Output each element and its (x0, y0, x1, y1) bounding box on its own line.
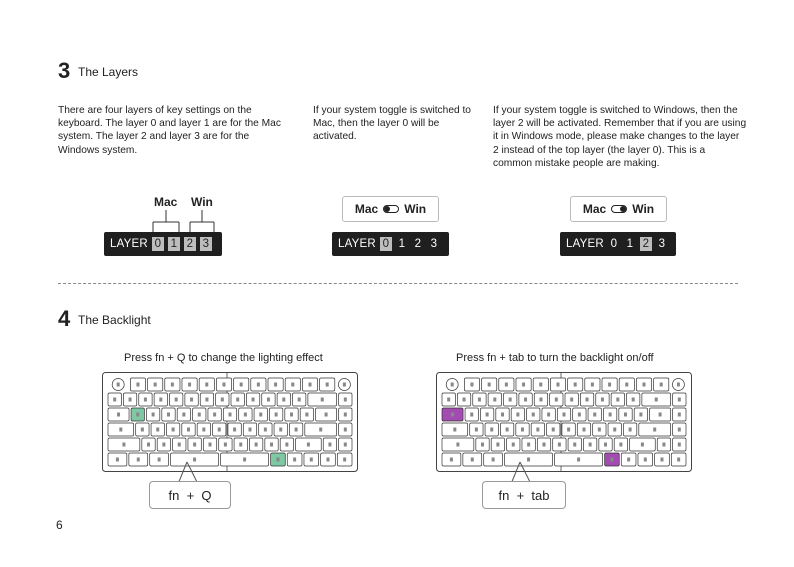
key-legend-mark (344, 428, 347, 432)
key-legend-mark (136, 383, 139, 387)
key-legend-mark (270, 443, 273, 447)
key-legend-mark (593, 413, 596, 417)
section-3-title: The Layers (78, 65, 139, 79)
key-legend-mark (475, 428, 478, 432)
key-legend-mark (543, 443, 546, 447)
key-legend-mark (171, 383, 174, 387)
key-legend-mark (644, 458, 647, 462)
caption-lighting-effect: Press fn + Q to change the lighting effect (124, 352, 323, 364)
layer-1: 1 (398, 238, 406, 250)
key-legend-mark (276, 458, 279, 462)
key-legend-mark (629, 428, 632, 432)
key-legend-mark (608, 383, 611, 387)
key-legend-mark (252, 398, 255, 402)
combo-fn-tab: fn + tab (482, 481, 566, 509)
key-legend-mark (463, 398, 466, 402)
key-legend-mark (653, 428, 656, 432)
layer-indicator-win (560, 232, 676, 256)
key-legend-mark (470, 413, 473, 417)
key-legend-mark (501, 413, 504, 417)
key-legend-mark (660, 458, 663, 462)
key-legend-mark (512, 443, 515, 447)
key-legend-mark (493, 398, 496, 402)
key-legend-mark (567, 428, 570, 432)
key-legend-mark (677, 383, 680, 387)
key-legend-mark (162, 443, 165, 447)
key-legend-mark (496, 443, 499, 447)
key-legend-mark (610, 458, 613, 462)
key-legend-mark (677, 458, 680, 462)
key-legend-mark (624, 413, 627, 417)
key-legend-mark (259, 413, 262, 417)
key-legend-mark (187, 428, 190, 432)
key-legend-mark (344, 398, 347, 402)
layer-3: 3 (200, 237, 212, 251)
key-legend-mark (613, 428, 616, 432)
key-legend-mark (470, 383, 473, 387)
key-legend-mark (660, 383, 663, 387)
key-legend-mark (117, 413, 120, 417)
key-legend-mark (505, 383, 508, 387)
key-legend-mark (563, 413, 566, 417)
key-legend-mark (632, 398, 635, 402)
key-legend-mark (582, 428, 585, 432)
layer-2: 2 (414, 238, 422, 250)
key-legend-mark (122, 443, 125, 447)
key-legend-mark (604, 443, 607, 447)
layer-word: LAYER (110, 238, 148, 250)
key-legend-mark (175, 398, 178, 402)
toggle-mac-label: Mac (354, 202, 379, 216)
key-legend-mark (492, 458, 495, 462)
key-legend-mark (264, 428, 267, 432)
key-legend-mark (209, 443, 212, 447)
key-legend-mark (555, 398, 558, 402)
key-legend-mark (521, 428, 524, 432)
bracket-mac-label: Mac (154, 195, 178, 209)
key-legend-mark (627, 458, 630, 462)
key-legend-mark (478, 398, 481, 402)
key-legend-mark (325, 413, 328, 417)
key-legend-mark (655, 398, 658, 402)
page-number: 6 (56, 518, 63, 532)
toggle-switch-icon (611, 205, 627, 213)
section-4-title: The Backlight (78, 313, 151, 327)
key-legend-mark (319, 428, 322, 432)
toggle-win-label: Win (632, 202, 655, 216)
key-legend-mark (578, 413, 581, 417)
key-legend-mark (267, 398, 270, 402)
key-legend-mark (536, 428, 539, 432)
key-legend-mark (598, 428, 601, 432)
key-legend-mark (275, 413, 278, 417)
section-4-number: 4 (58, 306, 71, 331)
key-legend-mark (532, 413, 535, 417)
key-legend-mark (224, 443, 227, 447)
key-legend-mark (202, 428, 205, 432)
system-toggle-mac (342, 196, 439, 222)
key-legend-mark (552, 428, 555, 432)
layer-0: 0 (152, 237, 164, 251)
key-legend-mark (506, 428, 509, 432)
key-legend-mark (137, 458, 140, 462)
key-legend-mark (198, 413, 201, 417)
key-legend-mark (113, 398, 116, 402)
key-legend-mark (601, 398, 604, 402)
key-legend-mark (481, 443, 484, 447)
key-legend-mark (119, 428, 122, 432)
key-legend-mark (326, 383, 329, 387)
toggle-mac-label: Mac (582, 202, 607, 216)
key-legend-mark (156, 428, 159, 432)
combo-fn-q: fn + Q (149, 481, 231, 509)
key-legend-mark (147, 443, 150, 447)
key-legend-mark (205, 383, 208, 387)
section-3-number: 3 (58, 58, 71, 83)
layer-1: 1 (168, 237, 180, 251)
key-legend-mark (321, 398, 324, 402)
key-legend-mark (516, 413, 519, 417)
key-legend-mark (451, 413, 454, 417)
layer-1: 1 (626, 238, 634, 250)
key-legend-mark (129, 398, 132, 402)
key-legend-mark (450, 458, 453, 462)
key-legend-mark (307, 443, 310, 447)
key-legend-mark (662, 443, 665, 447)
key-legend-mark (279, 428, 282, 432)
key-legend-mark (678, 398, 681, 402)
key-legend-mark (570, 398, 573, 402)
key-legend-mark (243, 458, 246, 462)
key-legend-mark (116, 458, 119, 462)
key-legend-mark (229, 413, 232, 417)
key-legend-mark (221, 398, 224, 402)
key-legend-mark (248, 428, 251, 432)
key-legend-mark (233, 428, 236, 432)
key-legend-mark (558, 443, 561, 447)
key-legend-mark (625, 383, 628, 387)
key-legend-mark (616, 398, 619, 402)
key-legend-mark (178, 443, 181, 447)
key-legend-mark (641, 443, 644, 447)
key-legend-mark (678, 443, 681, 447)
key-legend-mark (136, 413, 139, 417)
key-legend-mark (574, 383, 577, 387)
key-legend-mark (343, 458, 346, 462)
key-legend-mark (274, 383, 277, 387)
key-legend-mark (141, 428, 144, 432)
key-legend-mark (591, 383, 594, 387)
bracket-win-label: Win (191, 195, 213, 209)
key-legend-mark (291, 383, 294, 387)
key-legend-mark (295, 428, 298, 432)
key-legend-mark (326, 458, 329, 462)
key-legend-mark (190, 398, 193, 402)
section-divider (58, 283, 738, 284)
key-legend-mark (257, 383, 260, 387)
key-legend-mark (573, 443, 576, 447)
key-legend-mark (609, 413, 612, 417)
layer-indicator-all (104, 232, 222, 256)
key-legend-mark (522, 383, 525, 387)
keyboard-diagram-left (102, 372, 358, 472)
layer-3: 3 (430, 238, 438, 250)
key-legend-mark (547, 413, 550, 417)
key-legend-mark (293, 458, 296, 462)
layer-2: 2 (184, 237, 196, 251)
key-legend-mark (509, 398, 512, 402)
key-legend-mark (182, 413, 185, 417)
key-legend-mark (188, 383, 191, 387)
key-legend-mark (344, 413, 347, 417)
mac-toggle-text: If your system toggle is switched to Mac, then the layer 0 will be activated. (313, 105, 471, 143)
key-legend-mark (244, 413, 247, 417)
windows-toggle-text: If your system toggle is switched to Windows, then the layer 2 will be activated. Remember that if you are using it in Windows mode, please make changes to the layer 2 instead of the top layer (the layer 0). This is a common mistake people are making. (493, 105, 747, 169)
layer-2: 2 (640, 237, 652, 251)
key-legend-mark (222, 383, 225, 387)
toggle-win-label: Win (404, 202, 427, 216)
key-legend-mark (298, 398, 301, 402)
key-legend-mark (213, 413, 216, 417)
key-legend-mark (556, 383, 559, 387)
key-legend-mark (453, 428, 456, 432)
layer-0: 0 (610, 238, 618, 250)
key-legend-mark (678, 413, 681, 417)
key-legend-mark (158, 458, 161, 462)
key-legend-mark (344, 443, 347, 447)
key-legend-mark (154, 383, 157, 387)
key-legend-mark (639, 413, 642, 417)
layer-word: LAYER (338, 238, 376, 250)
key-legend-mark (193, 443, 196, 447)
layer-3: 3 (658, 238, 666, 250)
layers-intro-text: There are four layers of key settings on the keyboard. The layer 0 and layer 1 are for the Mac system. The layer 2 and layer 3 are for the Windows system. (58, 105, 281, 156)
key-legend-mark (239, 443, 242, 447)
key-legend-mark (205, 398, 208, 402)
key-legend-mark (236, 398, 239, 402)
key-legend-mark (343, 383, 346, 387)
key-legend-mark (282, 398, 285, 402)
key-legend-mark (310, 458, 313, 462)
key-legend-mark (240, 383, 243, 387)
key-legend-mark (539, 398, 542, 402)
key-legend-mark (144, 398, 147, 402)
key-legend-mark (659, 413, 662, 417)
toggle-switch-icon (383, 205, 399, 213)
key-legend-mark (152, 413, 155, 417)
key-legend-mark (642, 383, 645, 387)
key-legend-mark (290, 413, 293, 417)
layer-indicator-mac (332, 232, 449, 256)
key-legend-mark (456, 443, 459, 447)
key-legend-mark (285, 443, 288, 447)
key-legend-mark (308, 383, 311, 387)
key-legend-mark (117, 383, 120, 387)
key-legend-mark (488, 383, 491, 387)
key-legend-mark (447, 398, 450, 402)
key-legend-mark (218, 428, 221, 432)
key-legend-mark (172, 428, 175, 432)
key-legend-mark (328, 443, 331, 447)
key-legend-mark (527, 443, 530, 447)
layer-0: 0 (380, 237, 392, 251)
key-legend-mark (619, 443, 622, 447)
key-legend-mark (577, 458, 580, 462)
key-legend-mark (451, 383, 454, 387)
key-legend-mark (471, 458, 474, 462)
key-legend-mark (305, 413, 308, 417)
key-legend-mark (486, 413, 489, 417)
key-legend-mark (589, 443, 592, 447)
key-legend-mark (490, 428, 493, 432)
system-toggle-win (570, 196, 667, 222)
key-legend-mark (159, 398, 162, 402)
key-legend-mark (255, 443, 258, 447)
key-legend-mark (539, 383, 542, 387)
caption-backlight-toggle: Press fn + tab to turn the backlight on/off (456, 352, 654, 364)
layer-word: LAYER (566, 238, 604, 250)
key-legend-mark (586, 398, 589, 402)
keyboard-diagram-right (436, 372, 692, 472)
key-legend-mark (678, 428, 681, 432)
key-legend-mark (524, 398, 527, 402)
key-legend-mark (167, 413, 170, 417)
